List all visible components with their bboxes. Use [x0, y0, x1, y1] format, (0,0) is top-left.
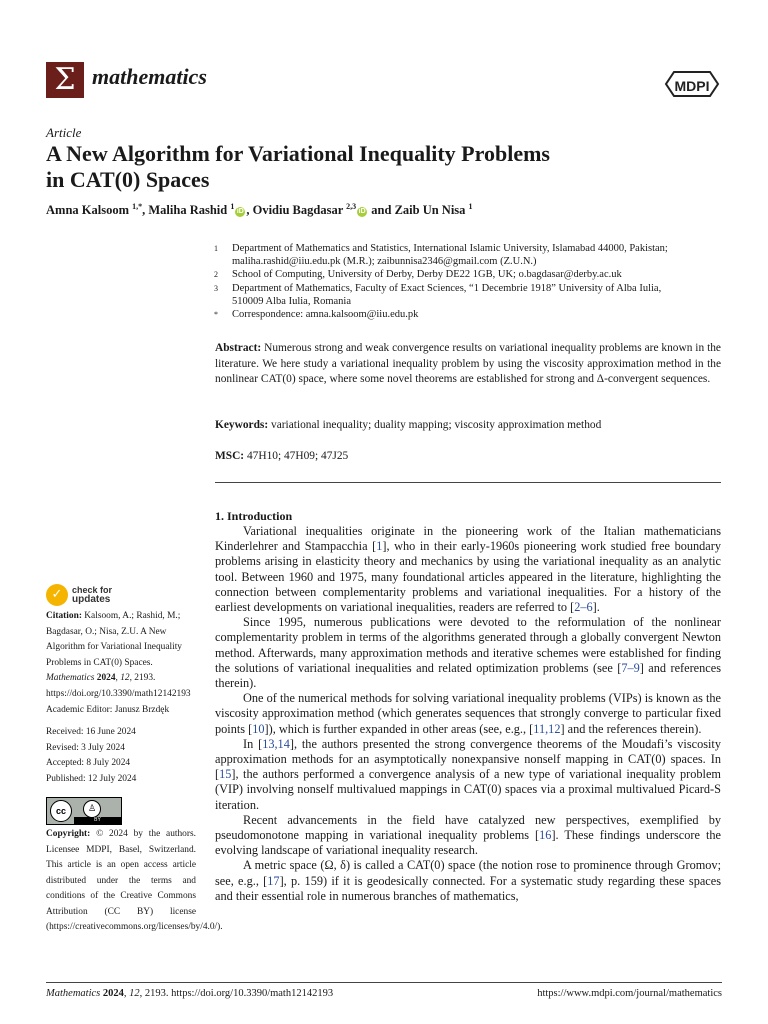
author-name: Maliha Rashid [148, 203, 228, 217]
journal-name: mathematics [92, 64, 207, 89]
author-name: Zaib Un Nisa [394, 203, 466, 217]
paragraph-text: ], the authors performed a convergence analysis of a new type of variational inequality problem (VIP) involving nonself multivalued mappings in CAT(0) spaces via a proximal multivalued Picard-S iteration. [215, 767, 721, 812]
mdpi-logo [664, 70, 720, 98]
paragraph-text: ], who in their early-1960s pioneering work studied free boundary problems arising in elasticity theory and mechanics by using the variational inequality as an analytic tool. Between 1960 and 1975, many foundational articles appeared in the literature, highlighting the connection between complementarity problems and variational inequalities. For a history of the earliest developments on variational inequalities, readers are referred to [ [215, 539, 722, 615]
affiliation-text [232, 268, 622, 281]
author-list: Amna Kalsoom $^{1,*}$, Maliha Rashid $^1$iD , Ovidiu Bagdasar $^{2,3}$iD and Zaib Un Nisa $^1$ [46, 201, 473, 217]
published-date: Published: 12 July 2024 [46, 773, 137, 784]
affiliations [214, 242, 724, 321]
affiliation-item [214, 268, 724, 281]
affiliation-mark: 1 [214, 244, 218, 253]
citation-doi[interactable]: , 2193. https://doi.org/10.3390/math12142193 [46, 673, 191, 699]
body-text [215, 524, 721, 904]
affiliation-line: maliha.rashid@iiu.edu.pk (M.R.); zaibunnisa2346@gmail.com (Z.U.N.) [232, 256, 537, 268]
cc-icon: cc [50, 800, 72, 822]
section-heading: 1. Introduction [215, 509, 293, 523]
citation-link[interactable]: 11,12 [533, 721, 561, 736]
citation-text: Kalsoom, A.; Rashid, M.; Bagdasar, O.; Nisa, Z.U. A New Algorithm for Variational Inequality Problems in CAT(0) Spaces. [46, 611, 182, 668]
abstract-text: Numerous strong and weak convergence results on variational inequality problems are known in the literature. We here study a variational inequality problem by using the viscosity approximation method in the nonlinear CAT(0) space, where some novel theorems are established for strong and Δ-convergent sequences. [215, 342, 721, 385]
affiliation-text [232, 308, 418, 321]
academic-editor: Academic Editor: Janusz Brzdęk [46, 705, 170, 715]
article-type: Article [46, 125, 82, 140]
author-affiliation-mark: 1 [468, 201, 473, 211]
copyright-notice [46, 827, 223, 936]
affiliation-item [214, 308, 724, 321]
paragraph [215, 524, 721, 615]
revised-date: Revised: 3 July 2024 [46, 742, 125, 753]
divider [215, 482, 721, 483]
paragraph [215, 737, 721, 813]
check-for-updates-button[interactable] [46, 582, 146, 608]
paragraph-text: Recent advancements in the field have catalyzed new perspectives, exemplified by pseudomonotone mapping in variational inequality problems [ [215, 812, 721, 843]
paragraph [215, 615, 721, 691]
publication-dates [46, 725, 196, 787]
footer-volume: 12 [129, 988, 140, 999]
author-affiliation-mark: 2,3 [346, 201, 357, 211]
affiliation-item [214, 282, 724, 308]
paragraph-text: ], the authors presented the strong convergence theorems of the Moudafi’s viscosity approximation methods for an asymptotically nonexpansive nonself mapping in CAT(0) spaces. In [ [215, 736, 721, 782]
keywords-text: variational inequality; duality mapping; viscosity approximation method [271, 419, 602, 431]
received-date: Received: 16 June 2024 [46, 727, 136, 737]
author-affiliation-mark: 1 [230, 201, 235, 211]
author-affiliation-mark: 1,* [132, 201, 143, 211]
mdpi-logo-text: MDPI [674, 78, 710, 94]
accepted-date: Accepted: 8 July 2024 [46, 758, 131, 768]
paragraph-text: ]), which is further expanded in other areas (see, e.g., [ [264, 721, 534, 736]
affiliation-mark: 3 [214, 283, 218, 293]
affiliation-line: Department of Mathematics and Statistics, International Islamic University, Islamabad 44000, Pakistan; [232, 243, 668, 254]
msc-codes [215, 449, 721, 465]
affiliation-line: Department of Mathematics, Faculty of Exact Sciences, “1 Decembrie 1918” University of Alba Iulia, [232, 282, 662, 294]
citation-link[interactable]: 16 [539, 828, 552, 843]
paragraph [215, 813, 721, 859]
citation-link[interactable]: 17 [267, 873, 280, 888]
affiliation-item [214, 242, 724, 268]
copyright-text: © 2024 by the authors. Licensee MDPI, Basel, Switzerland. This article is an open access article distributed under the terms and conditions of the Creative Commons Attribution (CC BY) license (https://creativecommons.org/licenses/by/4.0/). [46, 829, 223, 932]
msc-label: MSC: [215, 450, 245, 462]
check-updates-line2: updates [72, 594, 111, 605]
paragraph-text: A metric space (Ω, δ) is called a CAT(0) space (the notion rose to prominence through Gromov; see, e.g., [ [215, 858, 721, 888]
paragraph [215, 691, 721, 737]
journal-logo: Σ [46, 62, 84, 98]
abstract-label: Abstract: [215, 342, 262, 354]
author-separator: and [371, 203, 392, 217]
title-line-1: A New Algorithm for Variational Inequality Problems [46, 141, 550, 166]
paragraph-text: In [ [243, 736, 263, 751]
paragraph-text: One of the numerical methods for solving variational inequality problems (VIPs) is known as the viscosity approximation method (which generates sequences that strongly converge to particular fixed points [ [215, 691, 721, 736]
footer-doi-link[interactable]: , 2193. https://doi.org/10.3390/math12142193 [139, 988, 334, 999]
paragraph-text: ]. [592, 600, 600, 615]
attribution-person-icon: ♙ [83, 800, 101, 818]
footer-citation: Mathematics 2024, 12, 2193. https://doi.org/10.3390/math12142193 [46, 988, 334, 999]
footer-journal-url[interactable]: https://www.mdpi.com/journal/mathematics [537, 988, 722, 999]
affiliation-line: School of Computing, University of Derby, Derby DE22 1GB, UK; o.bagdasar@derby.ac.uk [232, 269, 622, 281]
affiliation-line: Correspondence: amna.kalsoom@iiu.edu.pk [232, 309, 419, 321]
check-updates-icon: ✓ [46, 584, 68, 606]
affiliation-line: 510009 Alba Iulia, Romania [232, 295, 351, 307]
footer-journal: Mathematics [46, 988, 101, 999]
citation-volume: 12 [120, 673, 130, 683]
paragraph [215, 858, 721, 904]
cc-by-text: BY [74, 817, 121, 824]
orcid-icon[interactable]: iD [236, 208, 244, 215]
keywords-label: Keywords: [215, 419, 269, 431]
affiliation-text [232, 242, 668, 268]
citation: Citation: Kalsoom, A.; Rashid, M.; Bagdasar, O.; Nisa, Z.U. A New Algorithm for Variational Inequality Problems in CAT(0) Spaces. Mathematics 2024, 12, 2193. https://doi.org/10.3390/math12142193 [46, 611, 191, 699]
msc-text: 47H10; 47H09; 47J25 [246, 450, 349, 462]
keywords [215, 418, 721, 434]
citation-link[interactable]: 1 [376, 539, 383, 554]
paragraph-text: ]. These findings underscore the evolving landscape of variational inequality research. [215, 828, 721, 858]
article-title [46, 141, 686, 193]
check-updates-text [72, 585, 112, 605]
citation-link[interactable]: 15 [219, 767, 232, 782]
paragraph-text: Since 1995, numerous publications were devoted to the reformulation of the nonlinear complementarity problem in terms of the algorithms generated through a globally convergent Newton method. Afterwards, many approximation methods and iterative schemes were established for finding the solutions of variational inequalities and related optimization problems (see [ [215, 615, 721, 675]
citation-label: Citation: [46, 611, 82, 621]
paragraph-text: Variational inequalities originate in the pioneering work of the Italian mathematicians Kinderlehrer and Stampacchia [ [215, 524, 721, 554]
affiliation-mark: * [214, 310, 218, 320]
paragraph-text: ] and the references therein). [560, 721, 702, 736]
citation-link[interactable]: 10 [252, 721, 265, 736]
citation-journal: Mathematics [46, 673, 95, 683]
title-line-2: in CAT(0) Spaces [46, 167, 210, 192]
footer-divider [46, 982, 722, 983]
citation-link[interactable]: 13,14 [262, 736, 290, 751]
author-name: Ovidiu Bagdasar [252, 203, 344, 217]
paragraph-text: ], p. 159) if it is geodesically connected. For a systematic study regarding these spaces and their essential role in numerous branches of mathematics, [215, 873, 721, 903]
citation-link[interactable]: 2–6 [574, 600, 593, 615]
abstract [215, 341, 721, 388]
author-name: Amna Kalsoom [46, 203, 129, 217]
cc-by-license-badge[interactable] [46, 797, 122, 825]
paragraph-text: ] and references therein). [215, 660, 721, 691]
check-updates-line1: check for [72, 585, 113, 595]
orcid-icon[interactable]: iD [358, 208, 366, 215]
footer-year: 2024 [102, 988, 124, 999]
copyright-label: Copyright: [46, 829, 91, 839]
affiliation-mark: 2 [214, 270, 218, 280]
citation-link[interactable]: 7–9 [621, 660, 640, 675]
affiliation-text [232, 282, 661, 308]
citation-year: 2024 [96, 673, 116, 683]
